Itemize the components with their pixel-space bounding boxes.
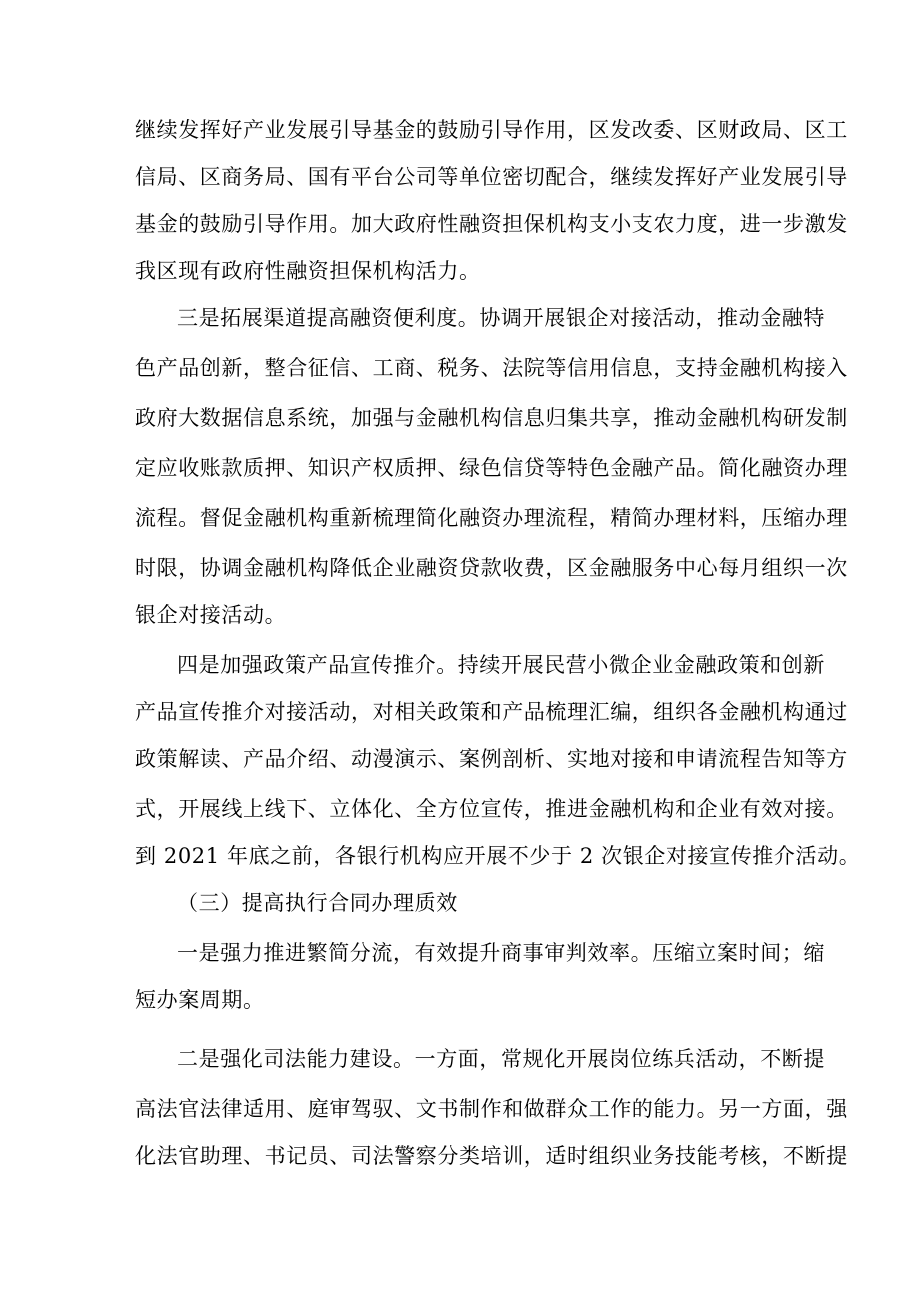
text-line: 四是加强政策产品宣传推介。持续开展民营小微企业金融政策和创新 (177, 653, 825, 677)
text-line: 产品宣传推介对接活动，对相关政策和产品梳理汇编，组织各金融机构通过 (135, 700, 848, 724)
text-line: 三是拓展渠道提高融资便利度。协调开展银企对接活动，推动金融特 (177, 306, 825, 330)
text-line: 定应收账款质押、知识产权质押、绿色信贷等特色金融产品。简化融资办理 (135, 456, 848, 480)
text-line: 政策解读、产品介绍、动漫演示、案例剖析、实地对接和申请流程告知等方 (135, 747, 848, 771)
text-line: 一是强力推进繁简分流，有效提升商事审判效率。压缩立案时间；缩 (177, 941, 825, 965)
text-line: 信局、区商务局、国有平台公司等单位密切配合，继续发挥好产业发展引导 (135, 165, 848, 189)
text-line: 我区现有政府性融资担保机构活力。 (135, 259, 481, 283)
text-line: 流程。督促金融机构重新梳理简化融资办理流程，精简办理材料，压缩办理 (135, 506, 848, 530)
text-line: 政府大数据信息系统，加强与金融机构信息归集共享，推动金融机构研发制 (135, 406, 848, 430)
text-line: 二是强化司法能力建设。一方面，常规化开展岗位练兵活动，不断提 (177, 1047, 825, 1071)
section-heading: （三）提高执行合同办理质效 (177, 891, 458, 915)
text-line: 短办案周期。 (135, 988, 265, 1012)
text-line: 继续发挥好产业发展引导基金的鼓励引导作用，区发改委、区财政局、区工 (135, 118, 848, 142)
text-line: 化法官助理、书记员、司法警察分类培训，适时组织业务技能考核，不断提 (135, 1144, 848, 1168)
text-line: 到 2021 年底之前，各银行机构应开展不少于 2 次银企对接宣传推介活动。 (135, 844, 861, 868)
text-line: 时限，协调金融机构降低企业融资贷款收费，区金融服务中心每月组织一次 (135, 556, 848, 580)
text-line: 式，开展线上线下、立体化、全方位宣传，推进金融机构和企业有效对接。 (135, 797, 848, 821)
text-line: 高法官法律适用、庭审驾驭、文书制作和做群众工作的能力。另一方面，强 (135, 1097, 848, 1121)
text-line: 银企对接活动。 (135, 603, 287, 627)
text-line: 色产品创新，整合征信、工商、税务、法院等信用信息，支持金融机构接入 (135, 356, 848, 380)
text-line: 基金的鼓励引导作用。加大政府性融资担保机构支小支农力度，进一步激发 (135, 212, 848, 236)
